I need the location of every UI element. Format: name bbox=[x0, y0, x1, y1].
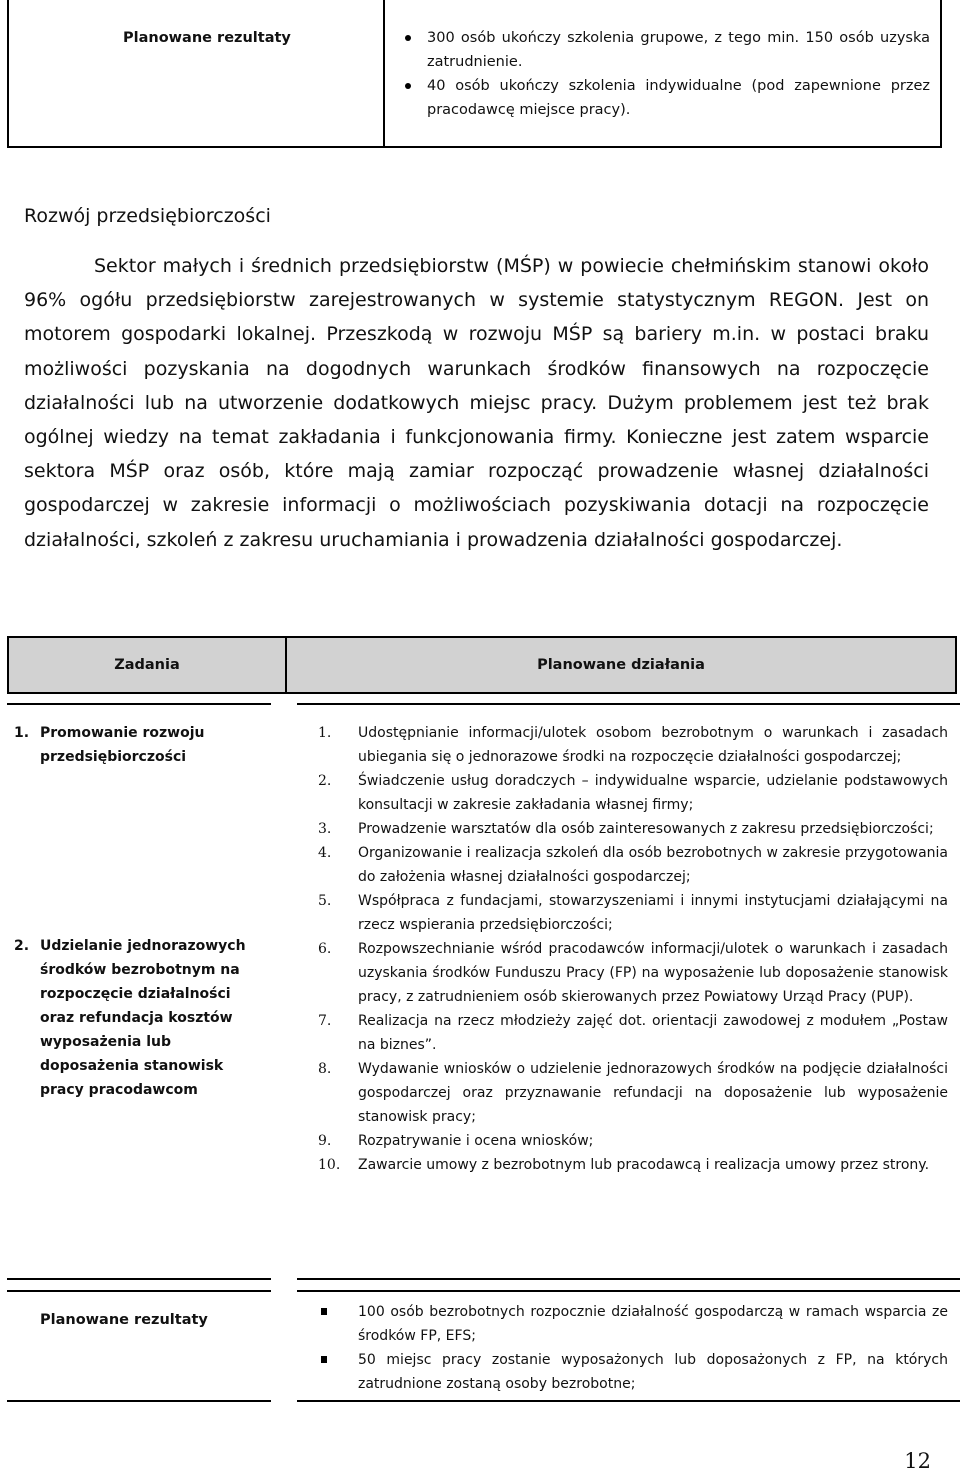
list-item bbox=[318, 1129, 948, 1153]
section-heading: Rozwój przedsiębiorczości bbox=[24, 205, 271, 227]
divider bbox=[7, 1278, 271, 1280]
page-number: 12 bbox=[904, 1449, 931, 1473]
list-item bbox=[318, 769, 948, 817]
item-number: 4. bbox=[318, 845, 332, 861]
item-text: Wydawanie wniosków o udzielenie jednorazowych środków na podjęcie działalności gospodarczej oraz przyznawanie refundacji na doposażenie lub wyposażenie stanowisk pracy; bbox=[358, 1061, 948, 1125]
item-number: 3. bbox=[318, 821, 332, 837]
task-number: 1. bbox=[14, 725, 30, 741]
list-item bbox=[318, 721, 948, 769]
top-results-table bbox=[7, 0, 942, 148]
divider bbox=[7, 1400, 271, 1402]
item-number: 10. bbox=[318, 1157, 341, 1173]
item-text: Realizacja na rzecz młodzieży zajęć dot. orientacji zawodowej z modułem „Postaw na biznes”. bbox=[358, 1013, 948, 1053]
item-number: 2. bbox=[318, 773, 332, 789]
list-item bbox=[318, 1057, 948, 1129]
tasks-table-header bbox=[7, 636, 957, 694]
item-number: 1. bbox=[318, 725, 332, 741]
header-actions: Planowane działania bbox=[537, 657, 705, 673]
item-text: Rozpowszechnianie wśród pracodawców informacji/ulotek o warunkach i zasadach uzyskania środków Funduszu Pracy (FP) na wyposażenie lub doposażenie stanowisk pracy, z zatrudnieniem osób skierowanych przez Powiatowy Urząd Pracy (PUP). bbox=[358, 941, 948, 1005]
divider bbox=[297, 1400, 960, 1402]
item-text: Udostępnianie informacji/ulotek osobom bezrobotnym o warunkach i zasadach ubiegania się o jednorazowe środki na rozpoczęcie działalności gospodarczej; bbox=[358, 725, 948, 765]
list-item bbox=[318, 817, 948, 841]
item-text: Zawarcie umowy z bezrobotnym lub pracodawcą i realizacja umowy przez strony. bbox=[358, 1157, 930, 1173]
list-item bbox=[318, 1153, 948, 1177]
top-results-content bbox=[385, 0, 940, 146]
task-2 bbox=[14, 934, 268, 1102]
task-text: Promowanie rozwoju przedsiębiorczości bbox=[40, 725, 205, 765]
list-item: 300 osób ukończy szkolenia grupowe, z tego min. 150 osób uzyska zatrudnienie. bbox=[400, 26, 930, 74]
item-number: 6. bbox=[318, 941, 332, 957]
item-number: 7. bbox=[318, 1013, 332, 1029]
results-list bbox=[318, 1300, 948, 1396]
header-tasks: Zadania bbox=[9, 638, 287, 692]
divider bbox=[7, 1290, 271, 1292]
top-results-label: Planowane rezultaty bbox=[9, 0, 385, 146]
list-item bbox=[318, 1009, 948, 1057]
list-item: 50 miejsc pracy zostanie wyposażonych lub doposażonych z FP, na których zatrudnione zostaną osoby bezrobotne; bbox=[318, 1348, 948, 1396]
section-body-text: Sektor małych i średnich przedsiębiorstw (MŚP) w powiecie chełmińskim stanowi około 96% ogółu przedsiębiorstw zarejestrowanych w systemie statystycznym REGON. Jest on motorem gospodarki lokalnej. Przeszkodą w rozwoju MŚP są bariery m.in. w postaci braku możliwości pozyskania na dogodnych warunkach środków finansowych na rozpoczęcie działalności lub na utworzenie dodatkowych miejsc pracy. Dużym problemem jest też brak ogólnej wiedzy na temat zakładania i funkcjonowania firmy. Konieczne jest zatem wsparcie sektora MŚP oraz osób, które mają zamiar rozpocząć prowadzenie własnej działalności gospodarczej w zakresie informacji o możliwościach pozyskiwania dotacji na rozpoczęcie działalności, szkoleń z zakresu uruchamiania i prowadzenia działalności gospodarczej. bbox=[24, 255, 929, 551]
item-text: Prowadzenie warsztatów dla osób zainteresowanych z zakresu przedsiębiorczości; bbox=[358, 821, 934, 837]
top-results-list bbox=[400, 26, 930, 122]
item-number: 5. bbox=[318, 893, 332, 909]
item-text: Świadczenie usług doradczych – indywidualne wsparcie, udzielanie podstawowych konsultacji w zakresie zakładania własnej firmy; bbox=[358, 773, 948, 813]
divider bbox=[7, 703, 271, 705]
task-text: Udzielanie jednorazowych środków bezrobotnym na rozpoczęcie działalności oraz refundacja kosztów wyposażenia lub doposażenia stanowisk pracy pracodawcom bbox=[40, 938, 246, 1098]
task-number: 2. bbox=[14, 938, 30, 954]
item-text: Współpraca z fundacjami, stowarzyszeniami i innymi instytucjami działającymi na rzecz wspierania przedsiębiorczości; bbox=[358, 893, 948, 933]
item-text: Rozpatrywanie i ocena wniosków; bbox=[358, 1133, 594, 1149]
section-body bbox=[24, 249, 929, 557]
list-item: 40 osób ukończy szkolenia indywidualne (pod zapewnione przez pracodawcę miejsce pracy). bbox=[400, 74, 930, 122]
results-label: Planowane rezultaty bbox=[40, 1312, 208, 1328]
task-1 bbox=[14, 721, 240, 769]
item-number: 9. bbox=[318, 1133, 332, 1149]
list-item bbox=[318, 841, 948, 889]
actions-list bbox=[318, 721, 948, 1177]
list-item bbox=[318, 937, 948, 1009]
divider bbox=[297, 1290, 960, 1292]
list-item: 100 osób bezrobotnych rozpocznie działalność gospodarczą w ramach wsparcia ze środków FP, EFS; bbox=[318, 1300, 948, 1348]
results-table-row bbox=[0, 1290, 960, 1402]
divider bbox=[297, 1278, 960, 1280]
item-number: 8. bbox=[318, 1061, 332, 1077]
item-text: Organizowanie i realizacja szkoleń dla osób bezrobotnych w zakresie przygotowania do założenia własnej działalności gospodarczej; bbox=[358, 845, 948, 885]
list-item bbox=[318, 889, 948, 937]
divider bbox=[297, 703, 960, 705]
